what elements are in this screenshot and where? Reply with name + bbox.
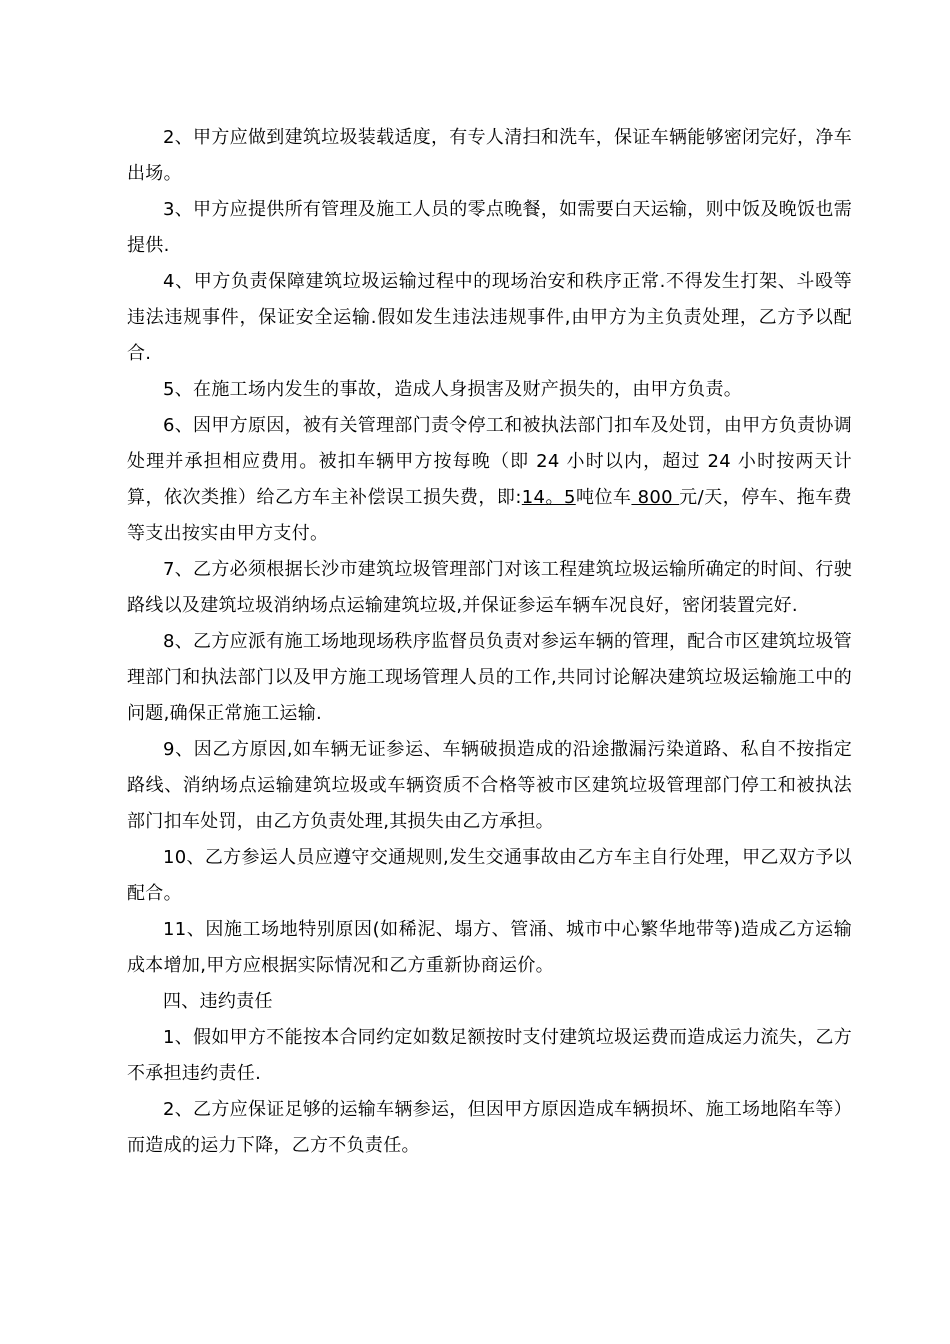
clause-11-site-conditions: 11、因施工场地特别原因(如稀泥、塌方、管涌、城市中心繁华地带等)造成乙方运输成本增加,甲方应根据实际情况和乙方重新协商运价。 <box>127 919 852 976</box>
document-body <box>127 120 852 1164</box>
clause-6-penalties <box>127 408 852 552</box>
compensation-amount: 800 <box>631 487 680 508</box>
clause-4-security: 4、甲方负责保障建筑垃圾运输过程中的现场治安和秩序正常.不得发生打架、斗殴等违法违规事件，保证安全运输.假如发生违法违规事件,由甲方为主负责处理，乙方予以配合. <box>127 271 852 364</box>
section-heading-breach: 四、违约责任 <box>163 991 273 1012</box>
breach-clause-2: 2、乙方应保证足够的运输车辆参运，但因甲方原因造成车辆损坏、施工场地陷车等）而造成的运力下降，乙方不负责任。 <box>127 1099 852 1156</box>
clause-6-text-b: 吨位车 <box>575 487 632 508</box>
clause-10-traffic: 10、乙方参运人员应遵守交通规则,发生交通事故由乙方车主自行处理，甲乙双方予以配合。 <box>127 847 852 904</box>
tonnage-value: 14。5 <box>521 487 576 508</box>
clause-6-text-c: 元/天，停车、拖车费等支出按实由甲方支付。 <box>127 487 852 544</box>
breach-clause-1: 1、假如甲方不能按本合同约定如数足额按时支付建筑垃圾运费而造成运力流失，乙方不承担违约责任. <box>127 1027 852 1084</box>
clause-3-meals: 3、甲方应提供所有管理及施工人员的零点晚餐，如需要白天运输，则中饭及晚饭也需提供. <box>127 199 852 256</box>
clause-7-routes: 7、乙方必须根据长沙市建筑垃圾管理部门对该工程建筑垃圾运输所确定的时间、行驶路线以及建筑垃圾消纳场点运输建筑垃圾,并保证参运车辆车况良好，密闭装置完好. <box>127 559 852 616</box>
clause-9-party-b-liability: 9、因乙方原因,如车辆无证参运、车辆破损造成的沿途撒漏污染道路、私自不按指定路线、消纳场点运输建筑垃圾或车辆资质不合格等被市区建筑垃圾管理部门停工和被执法部门扣车处罚，由乙方负责处理,其损失由乙方承担。 <box>127 739 852 832</box>
clause-5-accidents: 5、在施工场内发生的事故，造成人身损害及财产损失的，由甲方负责。 <box>163 379 743 400</box>
clause-8-supervisor: 8、乙方应派有施工场地现场秩序监督员负责对参运车辆的管理，配合市区建筑垃圾管理部门和执法部门以及甲方施工现场管理人员的工作,共同讨论解决建筑垃圾运输施工中的问题,确保正常施工运输. <box>127 631 852 724</box>
clause-6-text-a: 6、因甲方原因，被有关管理部门责令停工和被执法部门扣车及处罚，由甲方负责协调处理并承担相应费用。被扣车辆甲方按每晚（即 24 小时以内，超过 24 小时按两天计算，依次类推）给乙方车主补偿误工损失费，即: <box>127 415 852 508</box>
clause-2-cleaning: 2、甲方应做到建筑垃圾装载适度，有专人清扫和洗车，保证车辆能够密闭完好，净车出场。 <box>127 127 852 184</box>
